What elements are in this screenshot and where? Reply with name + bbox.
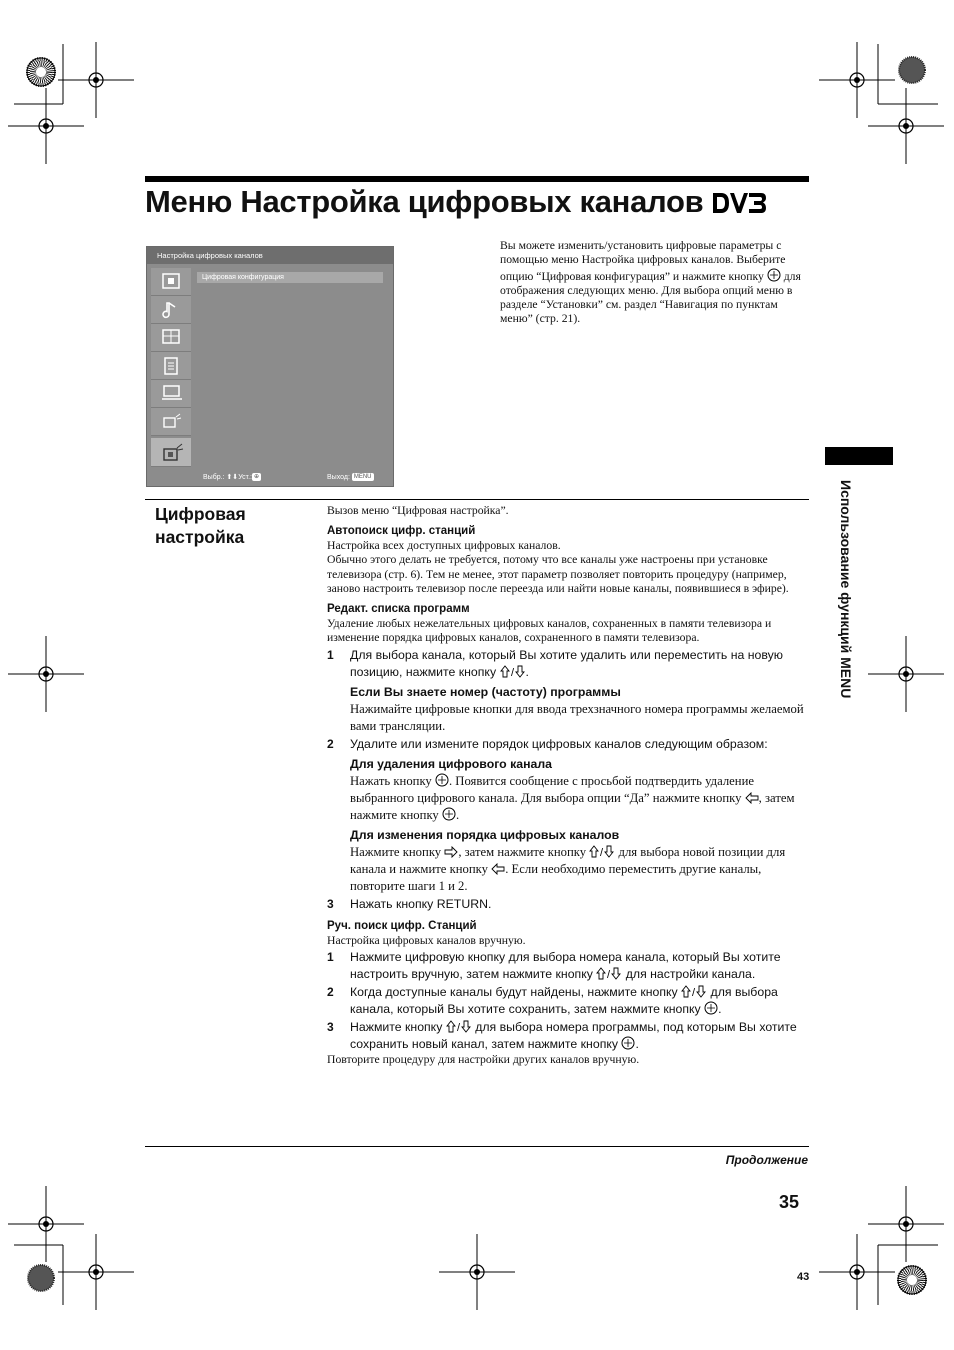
manual-step-2-text-a: Когда доступные каналы будут найдены, нажмите кнопку (350, 985, 678, 999)
svg-text:/: / (607, 969, 611, 980)
order-text (327, 844, 811, 895)
menu-screenshot (146, 246, 394, 487)
order-heading: Для изменения порядка цифровых каналов (350, 827, 620, 842)
menu-screen-title: Настройка цифровых каналов (147, 247, 393, 264)
continue-label: Продолжение (725, 1153, 808, 1167)
manual-step-1 (327, 949, 811, 983)
step-number: 3 (327, 896, 334, 911)
enter-button-icon (435, 773, 449, 787)
manual-step-1-text-b: для настройки канала. (625, 967, 756, 981)
up-down-arrow-icon (681, 985, 707, 998)
step-number: 2 (327, 985, 334, 999)
delete-text-1: Нажать кнопку (350, 773, 432, 788)
svg-text:/: / (600, 846, 604, 858)
pc-icon (151, 408, 191, 436)
up-down-arrow-icon (596, 967, 622, 980)
edit-step-1-text: Для выбора канала, который Вы хотите удалить или переместить на новую позицию, нажмите кнопку (350, 647, 784, 679)
manual-footer: Повторите процедуру для настройки других каналов вручную. (327, 1053, 640, 1066)
section-title: Цифровая настройка (155, 504, 246, 547)
order-text-4: . Если необходимо переместить другие каналы, повторите шаги 1 и 2. (350, 861, 762, 893)
delete-text-2: . Появится сообщение с просьбой подтвердить удаление выбранного цифрового канала. Для выбора опции “Да” нажмите кнопку (350, 773, 755, 805)
enter-button-icon (621, 1036, 635, 1050)
autosearch-text-2: Обычно этого делать не требуется, потому что все каналы уже настроены при установке телевизора (стр. 6). Тем не менее, этот параметр позволяет повторить процедуру (например, заново настроить телевизор после переезда или найти новые каналы, появившиеся в эфире). (327, 553, 789, 595)
dvb-logo (711, 191, 767, 215)
side-tab-bar (825, 447, 893, 465)
side-tab (834, 480, 854, 760)
edit-list-heading: Редакт. списка программ (327, 602, 470, 615)
autosearch-heading: Автопоиск цифр. станций (327, 524, 476, 537)
menu-footer (147, 469, 393, 486)
footer-rule (145, 1146, 809, 1147)
sound-icon (151, 296, 191, 324)
step-number: 2 (327, 736, 334, 751)
page-title-text: Меню Настройка цифровых каналов (145, 184, 704, 219)
footer-select-label: Выбр.: (203, 474, 225, 481)
edit-step-3 (327, 896, 811, 913)
manual-text: Настройка цифровых каналов вручную. (327, 933, 526, 947)
manual-step-1-text-a: Нажмите цифровую кнопку для выбора номера канала, который Вы хотите настроить вручную, затем нажмите кнопку (350, 950, 781, 981)
svg-text:/: / (456, 1022, 460, 1033)
edit-step-2 (327, 736, 811, 753)
autosearch-text: Настройка всех доступных цифровых каналов. (327, 538, 561, 552)
svg-text:/: / (510, 666, 514, 678)
picture-icon (151, 268, 191, 296)
enter-button-icon (442, 807, 456, 821)
page-number: 35 (779, 1192, 800, 1212)
digital-setup-icon (151, 438, 191, 467)
section-rule (145, 499, 809, 500)
up-down-arrow-icon (589, 845, 615, 858)
footer-exit-label: Выход: (327, 474, 350, 481)
step-number: 3 (327, 1020, 334, 1034)
order-text-3: для выбора новой позиции для канала и нажмите кнопку (350, 844, 786, 876)
edit-step-1: 1 Для выбора канала, который Вы хотите удалить или переместить на новую позицию, нажмите кнопку / . (327, 647, 784, 679)
manual-step-3-text-b: для выбора номера программы, под которым Вы хотите сохранить новый канал, затем нажмите кнопку (350, 1020, 797, 1051)
enter-button-icon (704, 1001, 718, 1015)
enter-key-icon: ⊕ (254, 474, 260, 480)
known-number-text: Нажимайте цифровые кнопки для ввода трехзначного номера программы желаемой вами трансляции. (350, 701, 804, 733)
known-number-heading: Если Вы знаете номер (частоту) программы (350, 684, 621, 699)
intro-text-1: Вы можете изменить/установить цифровые параметры с помощью меню Настройка цифровых каналов. Выберите опцию “Цифровая конфигурация” и нажмите кнопку (500, 239, 786, 283)
left-arrow-icon (491, 863, 505, 875)
manual-step-2: 2 Когда доступные каналы будут найдены, нажмите кнопку / для выбора канала, который Вы хотите сохранить, затем нажмите кнопку . (327, 985, 778, 1016)
menu-key-badge: MENU (353, 474, 372, 480)
step-number: 1 (327, 647, 334, 662)
section-intro: Вызов меню “Цифровая настройка”. (327, 504, 509, 517)
up-down-arrow-icon (446, 1020, 472, 1033)
svg-text:/: / (692, 987, 696, 998)
menu-icon-column (149, 268, 191, 468)
right-arrow-icon (444, 846, 458, 858)
manual-step-2-text-b: для выбора канала, который Вы хотите сохранить, затем нажмите кнопку (350, 985, 778, 1016)
menu-item-digital-config[interactable]: Цифровая конфигурация (197, 272, 383, 283)
up-down-arrow-icon (500, 665, 526, 678)
print-page-number: 43 (797, 1271, 810, 1283)
intro-paragraph (500, 239, 810, 327)
intro-text-2: для отображения следующих меню. Для выбора опций меню в разделе “Установки” см. раздел “Навигация по пунктам меню” (стр. 21). (500, 269, 801, 326)
edit-step-2-text: Удалите или измените порядок цифровых каналов следующим образом: (350, 736, 768, 751)
screen-icon (151, 324, 191, 352)
order-text-2: , затем нажмите кнопку (458, 844, 587, 859)
delete-text-3: , затем нажмите кнопку (350, 790, 795, 822)
footer-select: Выбр.: ⬆⬇Уст.: ⊕ (203, 474, 260, 481)
page-title (145, 184, 767, 220)
delete-heading: Для удаления цифрового канала (350, 756, 553, 771)
step-number: 1 (327, 950, 334, 964)
section-body (327, 504, 811, 1068)
manual-step-3: 3 Нажмите кнопку / для выбора номера программы, под которым Вы хотите сохранить новый канал, затем нажмите кнопку . (327, 1020, 797, 1051)
footer-set-label: Уст.: (238, 474, 252, 481)
left-arrow-icon (745, 792, 759, 804)
manual-step-3-text-a: Нажмите кнопку (350, 1020, 443, 1034)
header-rule (145, 176, 809, 182)
order-text-1: Нажмите кнопку (350, 844, 442, 859)
manual-heading: Руч. поиск цифр. Станций (327, 919, 477, 932)
setup-icon (151, 380, 191, 408)
edit-step-3-text: Нажать кнопку RETURN. (350, 896, 492, 911)
delete-text: Нажать кнопку . Появится сообщение с просьбой подтвердить удаление выбранного цифрового канала. Для выбора опции “Да” нажмите кнопку , затем нажмите кнопку . (350, 773, 795, 822)
features-icon (151, 352, 191, 380)
footer-exit (327, 469, 374, 486)
enter-button-icon (767, 268, 781, 282)
side-tab-label: Использование функций MENU (838, 480, 854, 699)
edit-list-text: Удаление любых нежелательных цифровых каналов, сохраненных в памяти телевизора и изменение порядка цифровых каналов, сохраненного в памяти телевизора. (327, 616, 772, 644)
